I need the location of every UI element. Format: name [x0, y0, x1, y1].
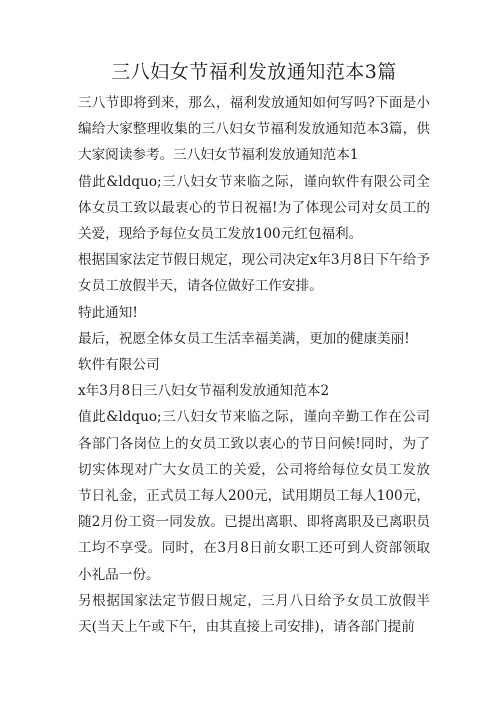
paragraph-greeting-1: 借此&ldquo;三八妇女节来临之际，谨向软件有限公司全体女员工致以最衷心的节日祝福!为了体现公司对女员工的关爱，现给予每位女员工发放100元红包福利。: [78, 173, 430, 243]
document-body: [78, 90, 430, 640]
paragraph-date-heading-2: x年3月8日三八妇女节福利发放通知范本2: [78, 383, 330, 400]
paragraph-holiday-2: 另根据国家法定节假日规定，三月八日给予女员工放假半天(当天上午或下午，由其直接上司安排)，请各部门提前: [78, 592, 430, 636]
paragraph-notice: 特此通知!: [78, 304, 138, 321]
paragraph-wishes: 最后，祝愿全体女员工生活幸福美满，更加的健康美丽!: [78, 330, 410, 347]
paragraph-greeting-2: 值此&ldquo;三八妇女节来临之际，谨向辛勤工作在公司各部门各岗位上的女员工致以衷心的节日问候!同时，为了切实体现对广大女员工的关爱，公司将给每位女员工发放节日礼金，正式员工每人200元，试用期员工每人100元，随2月份工资一同发放。已提出离职、即将离职及已离职员工均不享受。同时，在3月8日前女职工还可到人资部领取小礼品一份。: [78, 409, 430, 583]
paragraph-intro: 三八节即将到来，那么，福利发放通知如何写吗?下面是小编给大家整理收集的三八妇女节福利发放通知范本3篇，供大家阅读参考。三八妇女节福利发放通知范本1: [78, 95, 430, 164]
paragraph-holiday-1: 根据国家法定节假日规定，现公司决定x年3月8日下午给予女员工放假半天，请各位做好工作安排。: [78, 252, 430, 295]
document-title: 三八妇女节福利发放通知范本3篇: [111, 61, 397, 83]
paragraph-signature: 软件有限公司: [78, 357, 160, 374]
